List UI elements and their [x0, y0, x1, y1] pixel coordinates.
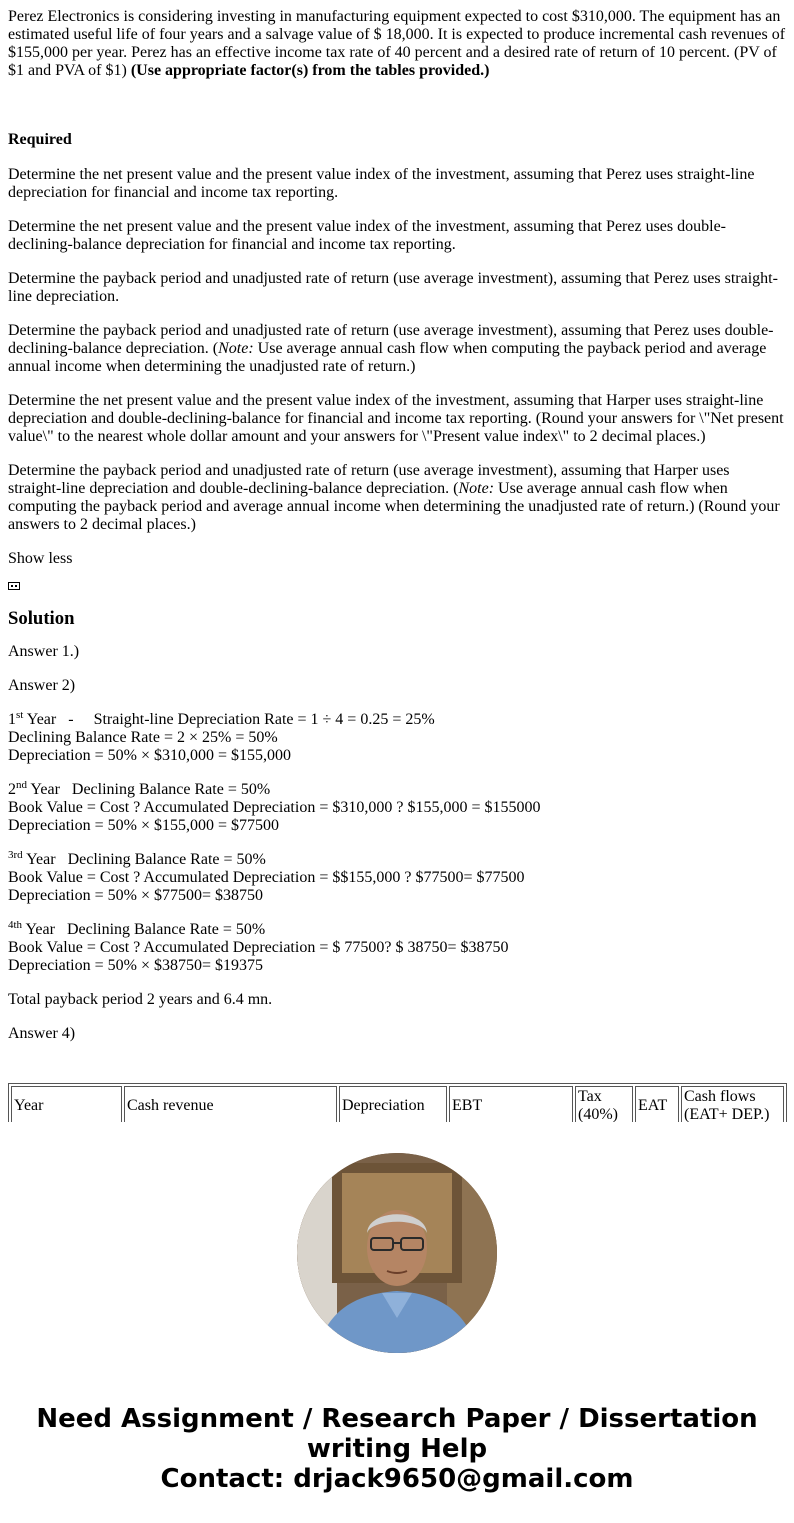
requirement-2: Determine the net present value and the present value index of the investment, assuming that Perez uses double-declining-balance depreciation for financial and income tax reporting.: [8, 218, 726, 253]
requirement-1: Determine the net present value and the present value index of the investment, assuming that Perez uses straight-line depreciation for financial and income tax reporting.: [8, 166, 755, 201]
intro-text: Perez Electronics is considering investing in manufacturing equipment expected to cost $310,000. The equipment has an estimated useful life of four years and a salvage value of $ 18,000. It is expected to produce incremental cash revenues of $155,000 per year. Perez has an effective income tax rate of 40 percent and a desired rate of return of 10 percent. (PV of $1 and PVA of $1): [8, 8, 786, 79]
calc-line: Depreciation = 50% × $310,000 = $155,000: [8, 747, 292, 764]
calc-line: Book Value = Cost ? Accumulated Depreciation = $310,000 ? $155,000 = $155000: [8, 799, 541, 816]
year-number: 2: [8, 781, 16, 798]
requirement-4-note: Note:: [218, 340, 254, 357]
calc-line: Book Value = Cost ? Accumulated Depreciation = $$155,000 ? $77500= $77500: [8, 869, 525, 886]
requirement-4-rest: Use average annual cash flow when computing the payback period and average annual income when determining the unadjusted rate of return.): [8, 340, 767, 375]
solution-heading: Solution: [8, 608, 75, 629]
requirement-6-rest: Use average annual cash flow when computing the payback period and average annual income when determining the unadjusted rate of return.) (Round your answers to 2 decimal places.): [8, 480, 780, 533]
table-header-row: [11, 1086, 784, 1122]
calc-line: Declining Balance Rate = 2 × 25% = 50%: [8, 729, 278, 746]
table-header-cell: Depreciation: [339, 1086, 447, 1122]
cash-flow-table: [8, 1083, 787, 1122]
year-3-block: [8, 851, 786, 905]
requirement-6-note: Note:: [458, 480, 495, 497]
answer-4-label: Answer 4): [8, 1025, 76, 1042]
intro-instruction: (Use appropriate factor(s) from the tables provided.): [130, 62, 490, 79]
year-suffix: st: [16, 709, 24, 721]
calc-line: Book Value = Cost ? Accumulated Depreciation = $ 77500? $ 38750= $38750: [8, 939, 509, 956]
year-suffix: 3rd: [8, 849, 23, 861]
depreciation-calculations: [8, 711, 786, 975]
year-suffix: nd: [16, 779, 27, 791]
payback-result: Total payback period 2 years and 6.4 mn.: [8, 991, 273, 1008]
cash-flow-table-container: [8, 1083, 787, 1122]
show-less-link[interactable]: Show less: [8, 550, 73, 567]
year-heading: Year - Straight-line Depreciation Rate = 1 ÷ 4 = 0.25 = 25%: [23, 711, 435, 728]
calc-line: Depreciation = 50% × $77500= $38750: [8, 887, 264, 904]
image-placeholder-icon: [8, 582, 20, 590]
answer-2-label: Answer 2): [8, 677, 76, 694]
requirement-5: Determine the net present value and the present value index of the investment, assuming that Harper uses straight-line depreciation and double-declining-balance for financial and income tax reporting. (Round your answers for \"Net present value\" to the nearest whole dollar amount and your answers for \"Present value index\" to 2 decimal places.): [8, 392, 784, 445]
table-header-cell: Cash flows (EAT+ DEP.): [681, 1086, 784, 1122]
year-2-block: [8, 781, 786, 835]
problem-statement: [8, 8, 786, 80]
year-heading: Year Declining Balance Rate = 50%: [22, 921, 266, 938]
requirement-4: [8, 322, 786, 376]
promo-line: Need Assignment / Research Paper / Dissertation: [36, 1404, 758, 1434]
table-header-cell: Year: [11, 1086, 122, 1122]
year-1-block: [8, 711, 786, 765]
table-header-cell: Tax (40%): [575, 1086, 633, 1122]
promo-line: writing Help: [306, 1434, 488, 1464]
answer-1-label: Answer 1.): [8, 643, 80, 660]
year-heading: Year Declining Balance Rate = 50%: [27, 781, 271, 798]
calc-line: Depreciation = 50% × $155,000 = $77500: [8, 817, 280, 834]
profile-photo: [297, 1153, 497, 1353]
document-body: [8, 8, 786, 1059]
promo-contact: Contact: drjack9650@gmail.com: [160, 1464, 634, 1494]
promo-banner: [0, 1404, 794, 1494]
table-header-cell: Cash revenue: [124, 1086, 337, 1122]
table-header-cell: EBT: [449, 1086, 573, 1122]
requirement-4-text: Determine the payback period and unadjusted rate of return (use average investment), assuming that Perez uses double-declining-balance depreciation. (: [8, 322, 774, 357]
year-heading: Year Declining Balance Rate = 50%: [22, 851, 266, 868]
calc-line: Depreciation = 50% × $38750= $19375: [8, 957, 264, 974]
year-suffix: 4th: [8, 919, 23, 931]
required-heading: Required: [8, 131, 72, 148]
requirement-6: [8, 462, 786, 534]
requirement-3: Determine the payback period and unadjusted rate of return (use average investment), assuming that Perez uses straight-line depreciation.: [8, 270, 778, 305]
year-number: 1: [8, 711, 16, 728]
requirement-6-text: Determine the payback period and unadjusted rate of return (use average investment), assuming that Harper uses straight-line depreciation and double-declining-balance depreciation. (: [8, 462, 730, 497]
table-header-cell: EAT: [635, 1086, 679, 1122]
year-4-block: [8, 921, 786, 975]
